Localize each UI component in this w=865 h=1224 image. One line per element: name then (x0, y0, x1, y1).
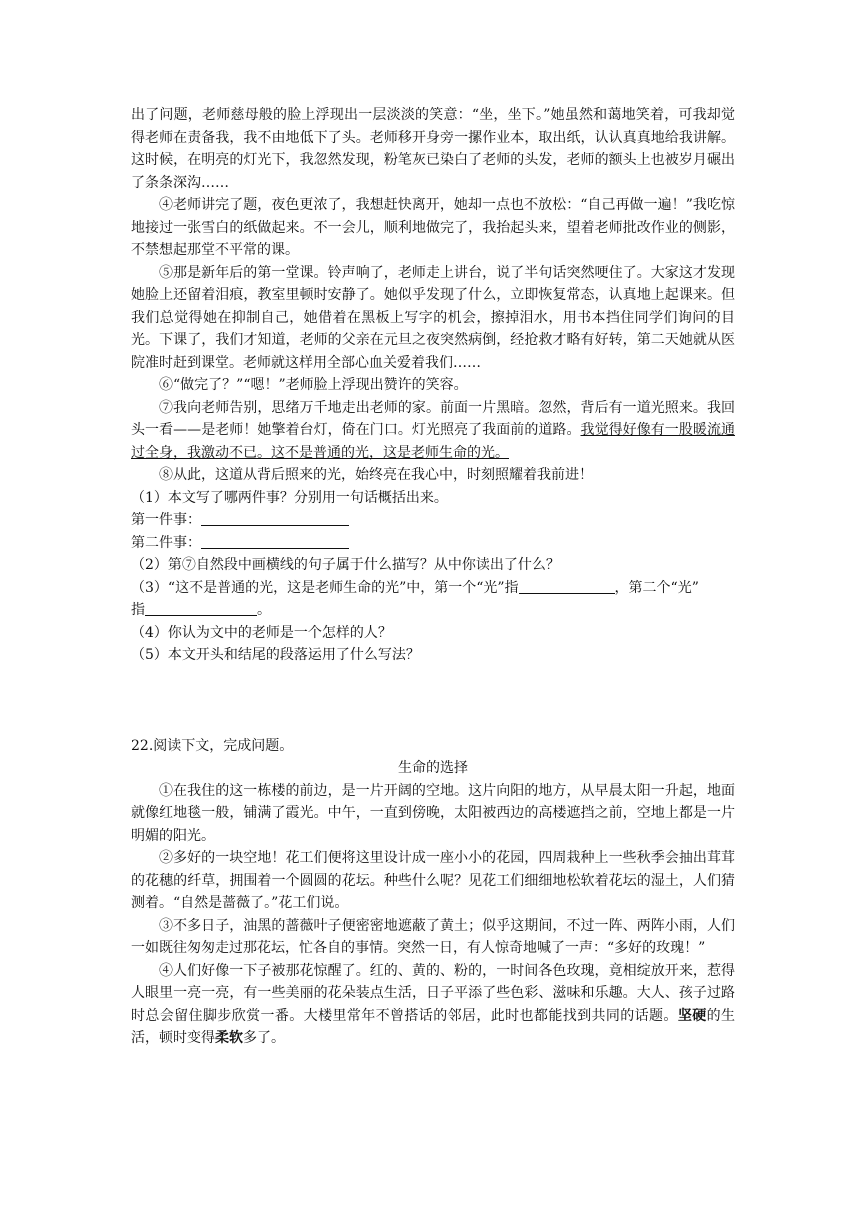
answer-blank-3a[interactable] (519, 579, 615, 594)
paragraph-7-text: ⑦我向老师告别，思绪万千地走出老师的家。前面一片黑暗。忽然，背后有一道光照来。我回头一看——是老师！她擎着台灯，倚在门口。灯光照亮了我面前的道路。 (131, 399, 735, 438)
section22-paragraph-4 (131, 960, 735, 1050)
question-3-cont (131, 599, 735, 622)
section22-paragraph-3: ③不多日子，油黑的蔷薇叶子便密密地遮蔽了黄土；似乎这期间，不过一阵、两阵小雨，人们一如既往匆匆走过那花坛，忙各自的事情。突然一日，有人惊奇地喊了一声：“多好的玫瑰！” (131, 917, 735, 956)
section22-paragraph-4-text: ④人们好像一下子被那花惊醒了。红的、黄的、粉的，一时间各色玫瑰，竟相绽放开来，惹得人眼里一亮一亮，有一些美丽的花朵装点生活，日子平添了些色彩、滋味和乐趣。大人、孩子过路时总会留住脚步欣赏一番。大楼里常年不曾搭话的邻居，此时也都能找到共同的话题。 (131, 962, 735, 1024)
paragraph-7 (131, 397, 735, 465)
passage-title: 生命的选择 (398, 760, 468, 776)
paragraph-6: ⑥“做完了？”“嗯！”老师脸上浮现出赞许的笑容。 (159, 377, 468, 393)
section22-paragraph-2: ②多好的一块空地！花工们便将这里设计成一座小小的花园，四周栽种上一些秋季会抽出茸茸的花穗的纤草，拥围着一个圆圆的花坛。种些什么呢？见花工们细细地松软着花坛的湿土，人们猜测着。“自然是蔷薇了。”花工们说。 (131, 850, 735, 911)
question-3 (131, 577, 735, 600)
section22-paragraph-1: ①在我住的这一栋楼的前边，是一片开阔的空地。这片向阳的地方，从早晨太阳一升起，地面就像红地毯一般，铺满了霞光。中午，一直到傍晚，太阳被西边的高楼遮挡之前，空地上都是一片明媚的阳光。 (131, 782, 735, 844)
question-1: （1）本文写了哪两件事？分别用一句话概括出来。 (131, 489, 448, 506)
bold-word-soft: 柔软 (215, 1030, 243, 1046)
question-3-text: （3）“这不是普通的光，这是老师生命的光”中，第一个“光”指 (131, 579, 519, 596)
question-3-text-d: 。 (257, 602, 271, 618)
section22-paragraph-4-text-b: 的生活，顿时变得 (131, 1007, 735, 1046)
answer-label-2: 第二件事： (131, 534, 201, 551)
answer-label-1: 第一件事： (131, 512, 201, 528)
section-heading: 22.阅读下文，完成问题。 (131, 737, 294, 754)
answer-blank-1[interactable] (201, 511, 349, 526)
underlined-sentence: 我觉得好像有一股暖流通过全身，我激动不已。这不是普通的光，这是老师生命的光。 (131, 422, 736, 461)
answer-line-2 (131, 532, 735, 555)
paragraph-8: ⑧从此，这道从背后照来的光，始终亮在我心中，时刻照耀着我前进！ (159, 467, 593, 483)
question-4: （4）你认为文中的老师是一个怎样的人？ (131, 624, 392, 641)
question-3-text-b: ，第二个“光” (614, 579, 699, 596)
question-2: （2）第⑦自然段中画横线的句子属于什么描写？从中你读出了什么？ (131, 557, 560, 573)
answer-blank-2[interactable] (201, 534, 349, 549)
bold-word-hard: 坚硬 (677, 1007, 707, 1024)
question-3-text-c: 指 (131, 602, 145, 618)
paragraph-continued: 出了问题，老师慈母般的脸上浮现出一层淡淡的笑意：“坐，坐下。”她虽然和蔼地笑着，可我却觉得老师在责备我，我不由地低下了头。老师移开身旁一摞作业本，取出纸，认认真真地给我讲解。这时候，在明亮的灯光下，我忽然发现，粉笔灰已染白了老师的头发，老师的额头上也被岁月碾出了条条深沟…… (131, 107, 735, 191)
answer-blank-3b[interactable] (145, 601, 257, 616)
question-5: （5）本文开头和结尾的段落运用了什么写法？ (131, 647, 420, 663)
paragraph-4: ④老师讲完了题，夜色更浓了，我想赶快离开，她却一点也不放松：“自己再做一遍！”我吃惊地接过一张雪白的纸做起来。不一会儿，顺利地做完了，我抬起头来，望着老师批改作业的侧影，不禁想起那堂不平常的课。 (131, 197, 735, 258)
document-page (131, 104, 735, 1050)
answer-line-1 (131, 509, 735, 532)
paragraph-5: ⑤那是新年后的第一堂课。铃声响了，老师走上讲台，说了半句话突然哽住了。大家这才发现她脸上还留着泪痕，教室里顿时安静了。她似乎发现了什么，立即恢复常态，认真地上起课来。但我们总觉得她在抑制自己，她借着在黑板上写字的机会，擦掉泪水，用书本挡住同学们询问的目光。下课了，我们才知道，老师的父亲在元旦之夜突然病倒，经抢救才略有好转，第二天她就从医院准时赶到课堂。老师就这样用全部心血关爱着我们…… (131, 264, 735, 371)
section22-paragraph-4-text-c: 多了。 (243, 1030, 285, 1046)
